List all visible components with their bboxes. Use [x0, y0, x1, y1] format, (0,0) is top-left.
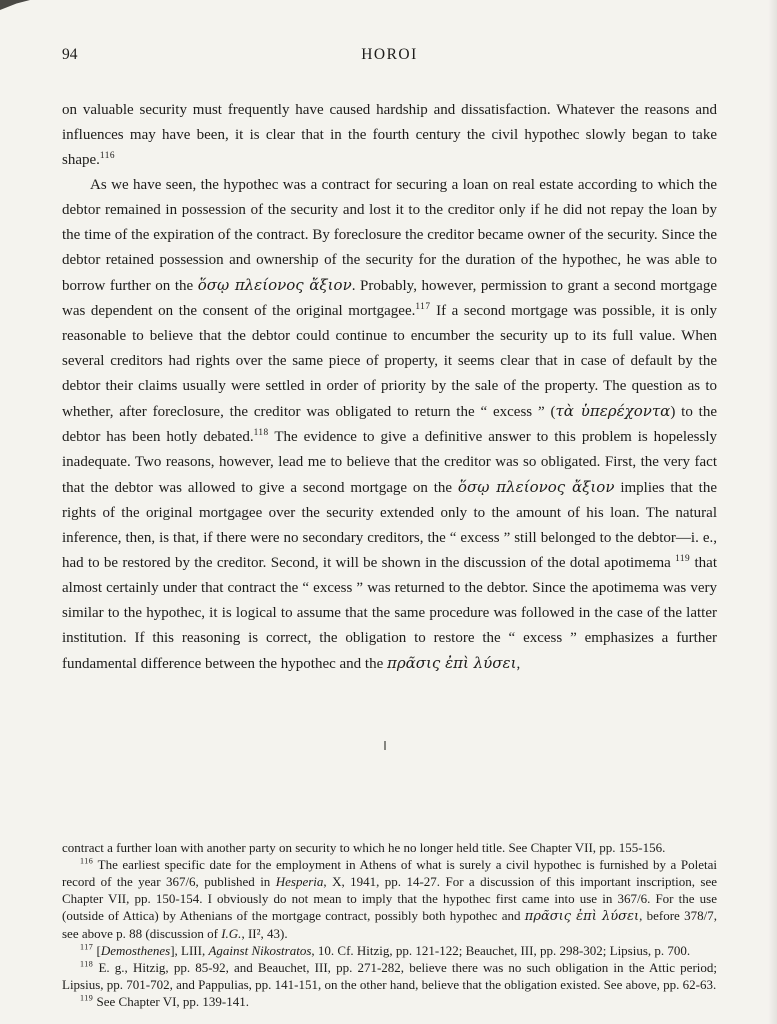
footnote-119: $^{119}$ See Chapter VI, pp. 139-141. [80, 993, 250, 1009]
footnote-118: $^{118}$ E. g., Hitzig, pp. 85-92, and Beauchet, III, pp. 271-282, believe there was no such obligation in the Attic period; Lipsius, pp. 701-702, and Pappulias, pp. 141-151, on the other hand, believe that the obligation existed. See above, pp. 62-63. [62, 959, 717, 992]
footnotes [62, 825, 717, 1010]
running-header-title: HOROI [361, 46, 418, 63]
scan-artifact [384, 741, 386, 750]
page-number: 94 [62, 46, 78, 63]
footnote-116: $^{116}$ The earliest specific date for the employment in Athens of what is surely a civil hypothec is furnished by a Poletai record of the year 367/6, published in Hesperia, X, 1941, pp. 14-27. For a discussion of this important inscription, see Chapter VII, pp. 150-154. I obviously do not mean to imply that the hypothec first came into use in 367/6. For the use (outside of Attica) by Athenians of the mortgage contract, possibly both hypothec and πρᾶσις ἐπὶ λύσει, before 378/7, see above p. 88 (discussion of I.G., II², 43). [62, 856, 717, 941]
paragraph: on valuable security must frequently have caused hardship and dissatisfaction. Whatever the reasons and influences may have been, it is clear that in the fourth century the civil hypothec slowly began to take shape.$^{116}$ [62, 102, 717, 168]
paragraph: As we have seen, the hypothec was a contract for securing a loan on real estate according to which the debtor remained in possession of the security and lost it to the creditor only if he did not repay the loan by the time of the expiration of the contract. By foreclosure the creditor became owner of the security. Since the debtor retained possession and ownership of the security for the duration of the hypothec, he was able to borrow further on the ὅσῳ πλείονος ἄξιον. Probably, however, permission to grant a second mortgage was dependent on the consent of the original mortgagee.$^{117}$ If a second mortgage was possible, it is only reasonable to believe that the debtor could continue to encumber the security up to its full value. When several creditors had rights over the same piece of property, it seems clear that in case of default by the debtor their claims usually were settled in order of priority by the sale of the property. The question as to whether, after foreclosure, the creditor was obligated to return the “ excess ” (τὰ ὑπερέχοντα) to the debtor has been hotly debated.$^{118}$ The evidence to give a definitive answer to this problem is hopelessly inadequate. Two reasons, however, lead me to believe that the creditor was so obligated. First, the very fact that the debtor was allowed to give a second mortgage on the ὅσῳ πλείονος ἄξιον implies that the rights of the original mortgagee over the security extended only to the amount of his loan. The natural inference, then, is that, if there were no secondary creditors, the “ excess ” still belonged to the debtor—i. e., had to be restored by the creditor. Second, it will be shown in the discussion of the dotal apotimema $^{119}$ that almost certainly under that contract the “ excess ” was returned to the debtor. Since the apotimema was very similar to the hypothec, it is logical to assume that the same procedure was followed in the case of the latter institution. If this reasoning is correct, the obligation to restore the “ excess ” emphasizes a further fundamental difference between the hypothec and the πρᾶσις ἐπὶ λύσει, [62, 177, 717, 672]
scan-corner-artifact [0, 0, 30, 10]
scan-edge-shadow [768, 0, 777, 1024]
footnote-continuation: contract a further loan with another party on security to which he no longer held title. See Chapter VII, pp. 155-156. [62, 840, 666, 855]
main-text [62, 98, 717, 677]
footnote-117: $^{117}$ [Demosthenes], LIII, Against Nikostratos, 10. Cf. Hitzig, pp. 121-122; Beauchet, III, pp. 298-302; Lipsius, p. 700. [80, 942, 691, 958]
running-head [62, 46, 717, 68]
